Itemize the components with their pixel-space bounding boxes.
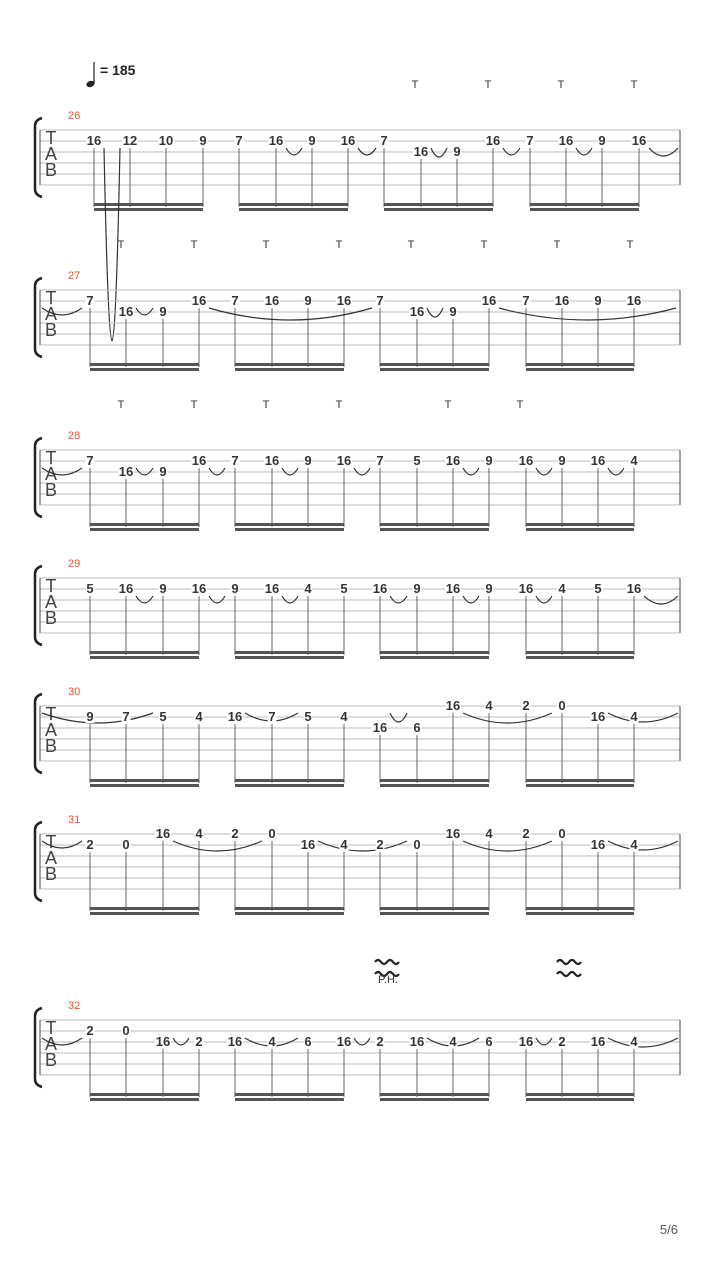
fret-number: 16	[340, 133, 356, 148]
fret-number: 16	[372, 581, 388, 596]
fret-number: 16	[590, 1034, 606, 1049]
note-beam	[235, 523, 344, 526]
note-beam	[380, 1093, 489, 1096]
tap-marking: T	[190, 399, 198, 411]
note-beam	[526, 528, 634, 531]
fret-number: 9	[86, 709, 94, 724]
fret-number: 7	[380, 133, 388, 148]
tap-marking: T	[480, 239, 488, 251]
fret-number: 16	[409, 1034, 425, 1049]
fret-number: 16	[445, 453, 461, 468]
fret-number: 12	[122, 133, 138, 148]
note-beam	[239, 208, 348, 211]
note-beam	[90, 1093, 199, 1096]
fret-number: 10	[158, 133, 174, 148]
fret-number: 16	[372, 720, 388, 735]
fret-number: 16	[336, 1034, 352, 1049]
fret-number: 9	[413, 581, 421, 596]
tab-system-28	[35, 399, 680, 531]
fret-number: 9	[308, 133, 316, 148]
note-beam	[380, 651, 489, 654]
tab-system-32	[35, 1000, 680, 1101]
tap-marking: T	[335, 399, 343, 411]
fret-number: 16	[626, 293, 642, 308]
note-beam	[380, 656, 489, 659]
fret-number: 9	[453, 144, 461, 159]
fret-number: 9	[304, 453, 312, 468]
note-beam	[380, 528, 489, 531]
fret-number: 9	[558, 453, 566, 468]
fret-number: 4	[558, 581, 566, 596]
fret-number: 0	[268, 826, 276, 841]
fret-number: 9	[159, 581, 167, 596]
vibrato-icon	[557, 960, 581, 964]
note-beam	[235, 368, 344, 371]
fret-number: 16	[481, 293, 497, 308]
note-beam	[384, 203, 493, 206]
fret-number: 5	[159, 709, 167, 724]
fret-number: 0	[122, 837, 130, 852]
tap-marking: T	[407, 239, 415, 251]
note-beam	[90, 651, 199, 654]
tab-clef-letter: T	[45, 128, 57, 148]
note-beam	[526, 784, 634, 787]
fret-number: 0	[413, 837, 421, 852]
tie-arc	[318, 841, 407, 851]
fret-number: 9	[594, 293, 602, 308]
note-beam	[235, 912, 344, 915]
fret-number: 16	[86, 133, 102, 148]
note-beam	[530, 203, 639, 206]
measure-number: 32	[68, 1000, 81, 1012]
fret-number: 4	[485, 826, 493, 841]
note-beam	[384, 208, 493, 211]
tab-clef-letter: A	[44, 848, 58, 868]
fret-number: 5	[340, 581, 348, 596]
note-beam	[380, 779, 489, 782]
tap-marking: T	[516, 399, 524, 411]
fret-number: 16	[264, 293, 280, 308]
note-beam	[235, 656, 344, 659]
tap-marking: T	[484, 79, 492, 91]
tap-marking: T	[444, 399, 452, 411]
note-beam	[380, 363, 489, 366]
fret-number: 16	[191, 293, 207, 308]
note-beam	[526, 651, 634, 654]
tab-system-27	[35, 239, 680, 371]
fret-number: 5	[86, 581, 94, 596]
fret-number: 16	[626, 581, 642, 596]
tap-marking: T	[335, 239, 343, 251]
fret-number: 16	[554, 293, 570, 308]
note-beam	[526, 1098, 634, 1101]
fret-number: 0	[558, 826, 566, 841]
measure-number: 27	[68, 270, 81, 282]
tab-clef-letter: A	[44, 304, 58, 324]
fret-number: 6	[485, 1034, 493, 1049]
note-beam	[235, 363, 344, 366]
tab-system-31	[35, 814, 680, 915]
tab-clef-letter: T	[45, 576, 57, 596]
fret-number: 9	[159, 304, 167, 319]
fret-number: 4	[630, 709, 638, 724]
tab-system-30	[35, 686, 680, 787]
fret-number: 0	[122, 1023, 130, 1038]
note-beam	[526, 523, 634, 526]
fret-number: 7	[376, 293, 384, 308]
fret-number: 9	[449, 304, 457, 319]
tab-clef-letter: A	[44, 144, 58, 164]
tab-clef-letter: A	[44, 720, 58, 740]
tie-arc	[42, 713, 153, 723]
note-beam	[235, 907, 344, 910]
note-beam	[90, 912, 199, 915]
tap-marking: T	[553, 239, 561, 251]
tab-system-26	[35, 79, 680, 341]
fret-number: 16	[445, 581, 461, 596]
fret-number: 16	[445, 826, 461, 841]
tab-clef-letter: T	[45, 832, 57, 852]
note-beam	[235, 1098, 344, 1101]
fret-number: 4	[268, 1034, 276, 1049]
pinch-harmonic-label: P.H.	[378, 974, 398, 986]
fret-number: 9	[598, 133, 606, 148]
measure-number: 28	[68, 430, 81, 442]
note-beam	[526, 912, 634, 915]
note-beam	[235, 779, 344, 782]
fret-number: 7	[86, 453, 94, 468]
tie-arc	[463, 841, 552, 851]
fret-number: 7	[526, 133, 534, 148]
fret-number: 16	[445, 698, 461, 713]
tab-clef-letter: B	[44, 608, 58, 628]
fret-number: 16	[300, 837, 316, 852]
measure-number: 29	[68, 558, 81, 570]
tap-marking: T	[262, 399, 270, 411]
tab-clef-letter: T	[45, 704, 57, 724]
note-beam	[526, 907, 634, 910]
fret-number: 7	[122, 709, 130, 724]
fret-number: 4	[195, 826, 203, 841]
fret-number: 6	[413, 720, 421, 735]
fret-number: 7	[268, 709, 276, 724]
fret-number: 2	[522, 698, 530, 713]
note-beam	[90, 907, 199, 910]
tab-clef-letter: B	[44, 864, 58, 884]
fret-number: 4	[340, 837, 348, 852]
measure-number: 30	[68, 686, 81, 698]
tie-arc	[209, 308, 372, 320]
fret-number: 16	[264, 453, 280, 468]
fret-number: 4	[449, 1034, 457, 1049]
tap-marking: T	[557, 79, 565, 91]
note-beam	[380, 912, 489, 915]
fret-number: 2	[195, 1034, 203, 1049]
fret-number: 7	[522, 293, 530, 308]
fret-number: 7	[86, 293, 94, 308]
note-beam	[90, 1098, 199, 1101]
note-beam	[380, 784, 489, 787]
fret-number: 7	[235, 133, 243, 148]
note-beam	[526, 363, 634, 366]
fret-number: 5	[413, 453, 421, 468]
fret-number: 16	[336, 293, 352, 308]
tap-marking: T	[262, 239, 270, 251]
tap-marking: T	[626, 239, 634, 251]
note-beam	[90, 523, 199, 526]
fret-number: 16	[118, 581, 134, 596]
note-beam	[235, 651, 344, 654]
tab-clef-letter: B	[44, 736, 58, 756]
note-beam	[90, 363, 199, 366]
fret-number: 16	[191, 581, 207, 596]
fret-number: 2	[376, 837, 384, 852]
note-beam	[90, 368, 199, 371]
fret-number: 2	[86, 1023, 94, 1038]
fret-number: 16	[518, 581, 534, 596]
fret-number: 2	[522, 826, 530, 841]
fret-number: 16	[227, 709, 243, 724]
tempo-value: = 185	[100, 62, 136, 78]
fret-number: 7	[231, 453, 239, 468]
note-beam	[235, 528, 344, 531]
note-beam	[530, 208, 639, 211]
fret-number: 16	[409, 304, 425, 319]
note-beam	[380, 1098, 489, 1101]
fret-number: 9	[304, 293, 312, 308]
fret-number: 16	[227, 1034, 243, 1049]
tab-clef-letter: T	[45, 1018, 57, 1038]
fret-number: 2	[376, 1034, 384, 1049]
tie-arc	[463, 713, 552, 723]
fret-number: 4	[630, 837, 638, 852]
pinch-harmonic-marking	[375, 960, 581, 986]
fret-number: 16	[268, 133, 284, 148]
note-beam	[380, 368, 489, 371]
fret-number: 0	[558, 698, 566, 713]
fret-number: 16	[155, 1034, 171, 1049]
note-beam	[380, 523, 489, 526]
tie-arc	[173, 841, 262, 851]
fret-number: 16	[118, 304, 134, 319]
fret-number: 16	[518, 1034, 534, 1049]
tab-clef-letter: B	[44, 160, 58, 180]
fret-number: 16	[590, 453, 606, 468]
fret-number: 5	[304, 709, 312, 724]
tap-marking: T	[117, 399, 125, 411]
fret-number: 16	[590, 837, 606, 852]
tab-clef-letter: B	[44, 320, 58, 340]
fret-number: 4	[304, 581, 312, 596]
fret-number: 9	[485, 453, 493, 468]
fret-number: 2	[86, 837, 94, 852]
measure-number: 31	[68, 814, 81, 826]
note-beam	[235, 1093, 344, 1096]
fret-number: 16	[336, 453, 352, 468]
fret-number: 16	[413, 144, 429, 159]
fret-number: 7	[231, 293, 239, 308]
fret-number: 4	[340, 709, 348, 724]
tab-clef-letter: T	[45, 448, 57, 468]
note-beam	[90, 779, 199, 782]
fret-number: 7	[376, 453, 384, 468]
note-beam	[380, 907, 489, 910]
fret-number: 4	[630, 453, 638, 468]
fret-number: 4	[485, 698, 493, 713]
fret-number: 4	[195, 709, 203, 724]
fret-number: 16	[590, 709, 606, 724]
note-beam	[526, 656, 634, 659]
fret-number: 16	[518, 453, 534, 468]
fret-number: 16	[264, 581, 280, 596]
note-beam	[235, 784, 344, 787]
note-beam	[526, 1093, 634, 1096]
tab-clef-letter: A	[44, 592, 58, 612]
measure-number: 26	[68, 110, 81, 122]
note-beam	[526, 368, 634, 371]
fret-number: 2	[558, 1034, 566, 1049]
tab-clef-letter: A	[44, 1034, 58, 1054]
fret-number: 9	[159, 464, 167, 479]
note-beam	[526, 779, 634, 782]
note-beam	[94, 208, 203, 211]
page-number: 5/6	[659, 1222, 678, 1237]
fret-number: 16	[558, 133, 574, 148]
tap-marking: T	[411, 79, 419, 91]
note-beam	[90, 656, 199, 659]
tap-marking: T	[630, 79, 638, 91]
tab-clef-letter: B	[44, 480, 58, 500]
note-beam	[94, 203, 203, 206]
fret-number: 9	[231, 581, 239, 596]
fret-number: 9	[485, 581, 493, 596]
tab-clef-letter: A	[44, 464, 58, 484]
fret-number: 16	[191, 453, 207, 468]
tap-marking: T	[117, 239, 125, 251]
tap-marking: T	[190, 239, 198, 251]
fret-number: 16	[155, 826, 171, 841]
vibrato-icon	[557, 972, 581, 976]
fret-number: 4	[630, 1034, 638, 1049]
fret-number: 6	[304, 1034, 312, 1049]
fret-number: 16	[631, 133, 647, 148]
note-beam	[239, 203, 348, 206]
tab-clef-letter: T	[45, 288, 57, 308]
fret-number: 16	[485, 133, 501, 148]
fret-number: 5	[594, 581, 602, 596]
fret-number: 16	[118, 464, 134, 479]
vibrato-icon	[375, 960, 399, 964]
fret-number: 2	[231, 826, 239, 841]
tab-clef-letter: B	[44, 1050, 58, 1070]
note-beam	[90, 528, 199, 531]
note-beam	[90, 784, 199, 787]
tab-system-29	[35, 558, 680, 659]
fret-number: 9	[199, 133, 207, 148]
